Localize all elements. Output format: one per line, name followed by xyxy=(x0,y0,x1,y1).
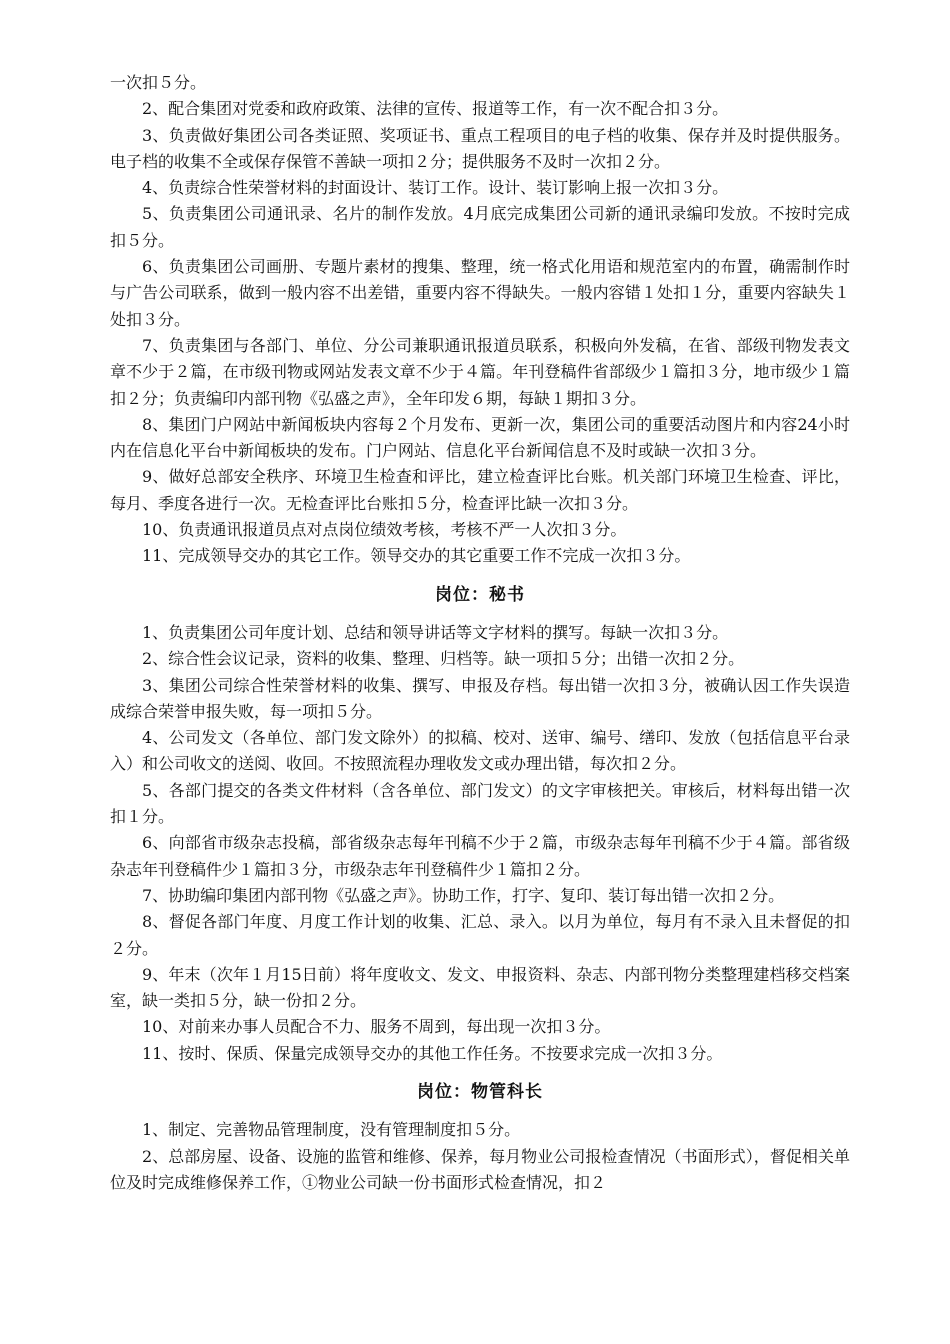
paragraph: 10、负责通讯报道员点对点岗位绩效考核，考核不严一人次扣３分。 xyxy=(142,520,627,540)
paragraph: 6、向部省市级杂志投稿，部省级杂志每年刊稿不少于２篇，市级杂志每年刊稿不少于４篇。部省级杂志年刊登稿件少１篇扣３分，市级杂志年刊登稿件少１篇扣２分。 xyxy=(110,833,850,879)
paragraph: 2、配合集团对党委和政府政策、法律的宣传、报道等工作，有一次不配合扣３分。 xyxy=(142,99,729,119)
paragraph: 7、协助编印集团内部刊物《弘盛之声》。协助工作，打字、复印、装订每出错一次扣２分。 xyxy=(142,885,785,905)
paragraph: 4、负责综合性荣誉材料的封面设计、装订工作。设计、装订影响上报一次扣３分。 xyxy=(142,178,729,198)
paragraph: 1、制定、完善物品管理制度，没有管理制度扣５分。 xyxy=(142,1120,521,1140)
paragraph: 3、集团公司综合性荣誉材料的收集、撰写、申报及存档。每出错一次扣３分，被确认因工作失误造成综合荣誉申报失败，每一项扣５分。 xyxy=(110,675,850,721)
paragraph: 11、按时、保质、保量完成领导交办的其他工作任务。不按要求完成一次扣３分。 xyxy=(142,1043,723,1063)
paragraph: 7、负责集团与各部门、单位、分公司兼职通讯报道员联系，积极向外发稿，在省、部级刊物发表文章不少于２篇，在市级刊物或网站发表文章不少于４篇。年刊登稿件省部级少１篇扣３分，地市级少１篇扣２分；负责编印内部刊物《弘盛之声》，全年印发６期，每缺１期扣３分。 xyxy=(110,335,850,408)
section-secretary xyxy=(110,582,850,1067)
paragraph: 5、各部门提交的各类文件材料（含各单位、部门发文）的文字审核把关。审核后，材料每出错一次扣１分。 xyxy=(110,780,850,827)
paragraph: 6、负责集团公司画册、专题片素材的搜集、整理，统一格式化用语和规范室内的布置，确需制作时与广告公司联系，做到一般内容不出差错，重要内容不得缺失。一般内容错１处扣１分，重要内容缺失１处扣３分。 xyxy=(110,257,850,329)
paragraph: 9、做好总部安全秩序、环境卫生检查和评比，建立检查评比台账。机关部门环境卫生检查、评比，每月、季度各进行一次。无检查评比台账扣５分，检查评比缺一次扣３分。 xyxy=(110,467,850,513)
paragraph: 11、完成领导交办的其它工作。领导交办的其它重要工作不完成一次扣３分。 xyxy=(142,546,691,566)
paragraph: 8、集团门户网站中新闻板块内容每２个月发布、更新一次，集团公司的重要活动图片和内容24小时内在信息化平台中新闻板块的发布。门户网站、信息化平台新闻信息不及时或缺一次扣３分。 xyxy=(110,414,850,461)
section-heading: 岗位：物管科长 xyxy=(417,1081,543,1102)
paragraph: 1、负责集团公司年度计划、总结和领导讲话等文字材料的撰写。每缺一次扣３分。 xyxy=(142,622,729,642)
paragraph: 2、综合性会议记录，资料的收集、整理、归档等。缺一项扣５分；出错一次扣２分。 xyxy=(142,649,745,669)
paragraph: 一次扣５分。 xyxy=(110,73,207,92)
paragraph: 10、对前来办事人员配合不力、服务不周到，每出现一次扣３分。 xyxy=(142,1017,611,1037)
paragraph: 4、公司发文（各单位、部门发文除外）的拟稿、校对、送审、编号、缮印、发放（包括信息平台录入）和公司收文的送阅、收回。不按照流程办理收发文或办理出错，每次扣２分。 xyxy=(110,728,850,774)
paragraph: 5、负责集团公司通讯录、名片的制作发放。4月底完成集团公司新的通讯录编印发放。不按时完成扣５分。 xyxy=(110,204,850,250)
section-heading: 岗位：秘书 xyxy=(435,584,525,605)
paragraph: 2、总部房屋、设备、设施的监管和维修、保养，每月物业公司报检查情况（书面形式），督促相关单位及时完成维修保养工作，①物业公司缺一份书面形式检查情况，扣２ xyxy=(110,1146,850,1192)
document-page xyxy=(110,70,850,1196)
paragraph: 3、负责做好集团公司各类证照、奖项证书、重点工程项目的电子档的收集、保存并及时提供服务。电子档的收集不全或保存保管不善缺一项扣２分；提供服务不及时一次扣２分。 xyxy=(110,125,850,171)
section-continuation xyxy=(110,70,850,570)
paragraph: 8、督促各部门年度、月度工作计划的收集、汇总、录入。以月为单位，每月有不录入且未督促的扣２分。 xyxy=(110,912,850,958)
paragraph: 9、年末（次年１月15日前）将年度收文、发文、申报资料、杂志、内部刊物分类整理建档移交档案室，缺一类扣５分，缺一份扣２分。 xyxy=(110,964,850,1011)
section-property-chief xyxy=(110,1079,850,1196)
